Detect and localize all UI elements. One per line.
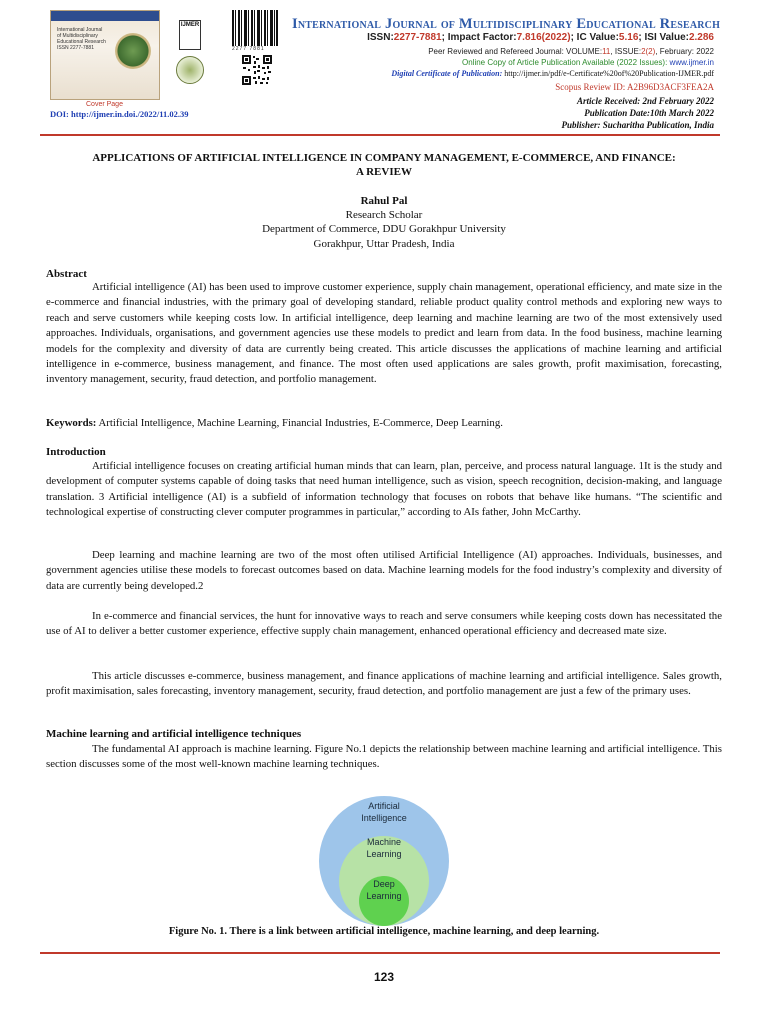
barcode-icon [232,10,278,46]
publication-date: Publication Date:10th March 2022 [584,108,714,118]
ml-section-paragraph: The fundamental AI approach is machine learning. Figure No.1 depicts the relationship between machine learning and artificial intelligence. This section discusses some of the most well-known machine learning techniques. [46,743,722,771]
journal-identifiers: ISSN:2277-7881; Impact Factor:7.816(2022); IC Value:5.16; ISI Value:2.286 [367,32,714,43]
seal-logo [176,56,204,84]
abstract-text: Artificial intelligence (AI) has been used to improve customer experience, supply chain management, operational efficiency, and mate size in the e-commerce and financial industries, with the primary goal of developing standard, reliable product quality control methods and exploring new ways to reach and serve customers while keeping costs low. In artificial intelligence, deep learning and machine learning are two of the most extensively used approaches. Individuals, organisations, and government agencies use these models to predict and learn from data. In the food business, machine learning models for the complexity and diversity of data are currently being created. This article discusses the applications of machine learning and artificial intelligence in e-commerce, business management, and finance. The most often used applications are sales growth, profit maximisation, forecasting, inventory management, security, fraud detection, and portfolio management. [46,281,722,386]
header-divider [40,134,720,136]
introduction-paragraph-1: Artificial intelligence focuses on creating artificial human minds that can learn, plan, perceive, and process natural language. 1It is the study and development of computer systems capable of doing tasks that need human intelligence, such as vision, speech recognition, decision-making, and language translation. 3 Artificial intelligence (AI) is a subfield of information technology that focuses on robots that behave like humans. “The scientific and technological expertise of constructing clever computer programmes in particular,” according to AIs father, John McCarthy. [46,460,722,519]
ml-section-heading: Machine learning and artificial intelligence techniques [46,728,302,740]
keywords: Keywords: Artificial Intelligence, Machine Learning, Financial Industries, E-Commerce, Deep Learning. [46,417,503,429]
page-number: 123 [373,970,395,984]
author-role: Research Scholar [345,209,423,221]
introduction-paragraph-2: Deep learning and machine learning are two of the most often utilised Artificial Intelligence (AI) approaches. Individuals, businesses, and government agencies utilise these models to forecast outcomes based on data. Machine learning models for the food industry’s complexity and diversity of data are currently being developed.2 [46,549,722,592]
online-url-link[interactable]: www.ijmer.in [669,58,714,67]
outer-label-1: Artificial [368,801,400,811]
journal-cover-image: International Journal of Multidisciplinary Educational Research ISSN 2277-7881 [50,10,160,100]
figure-caption: Figure No. 1. There is a link between artificial intelligence, machine learning, and deep learning. [168,926,600,937]
introduction-paragraph-4: This article discusses e-commerce, business management, and finance applications of machine learning and artificial intelligence. Sales growth, profit maximisation, sales forecasting, inventory management, security, fraud detection, and portfolio management are just a few of the primary uses. [46,670,722,698]
journal-title: International Journal of Multidisciplinary Educational Research [292,16,721,32]
middle-label-2: Learning [366,849,402,859]
scopus-id: Scopus Review ID: A2B96D3ACF3FEA2A [555,82,714,92]
qr-code-icon[interactable] [242,55,272,85]
certificate-line: Digital Certificate of Publication: http://ijmer.in/pdf/e-Certificate%20of%20Publication-IJMER.pdf [391,69,714,78]
author-department: Department of Commerce, DDU Gorakhpur University [262,223,506,235]
introduction-heading: Introduction [46,446,106,458]
publisher: Publisher: Sucharitha Publication, India [561,120,714,130]
introduction-paragraph-3: In e-commerce and financial services, the hunt for innovative ways to reach and serve consumers while keeping costs down has necessitated the use of AI to deliver a better customer experience, effective supply chain management, enhanced operational efficiency and decreased mate size. [46,610,722,638]
article-title: APPLICATIONS OF ARTIFICIAL INTELLIGENCE IN COMPANY MANAGEMENT, E-COMMERCE, AND FINANCE: A REVIEW [92,152,676,178]
online-copy-line: Online Copy of Article Publication Available (2022 Issues): www.ijmer.in [462,58,714,67]
abstract-heading: Abstract [46,268,87,280]
certificate-url-link[interactable]: http://ijmer.in/pdf/e-Certificate%20of%20Publication-IJMER.pdf [504,69,714,78]
doi-link[interactable]: DOI: http://ijmer.in.doi./2022/11.02.39 [50,109,189,119]
author-name: Rahul Pal [360,195,408,207]
barcode-number: 2277 7881 [232,46,265,52]
author-location: Gorakhpur, Uttar Pradesh, India [313,238,455,250]
ai-ml-dl-venn-diagram [318,795,450,927]
volume-info: Peer Reviewed and Refereed Journal: VOLUME:11, ISSUE:2(2), February: 2022 [428,47,714,56]
inner-label-2: Learning [366,891,402,901]
footer-divider [40,952,720,954]
middle-label-1: Machine [366,837,402,847]
inner-label-1: Deep [373,879,395,889]
journal-logo: IJMER [179,20,201,50]
outer-label-2: Intelligence [361,813,407,823]
received-date: Article Received: 2nd February 2022 [577,96,714,106]
cover-caption: Cover Page [86,101,123,108]
